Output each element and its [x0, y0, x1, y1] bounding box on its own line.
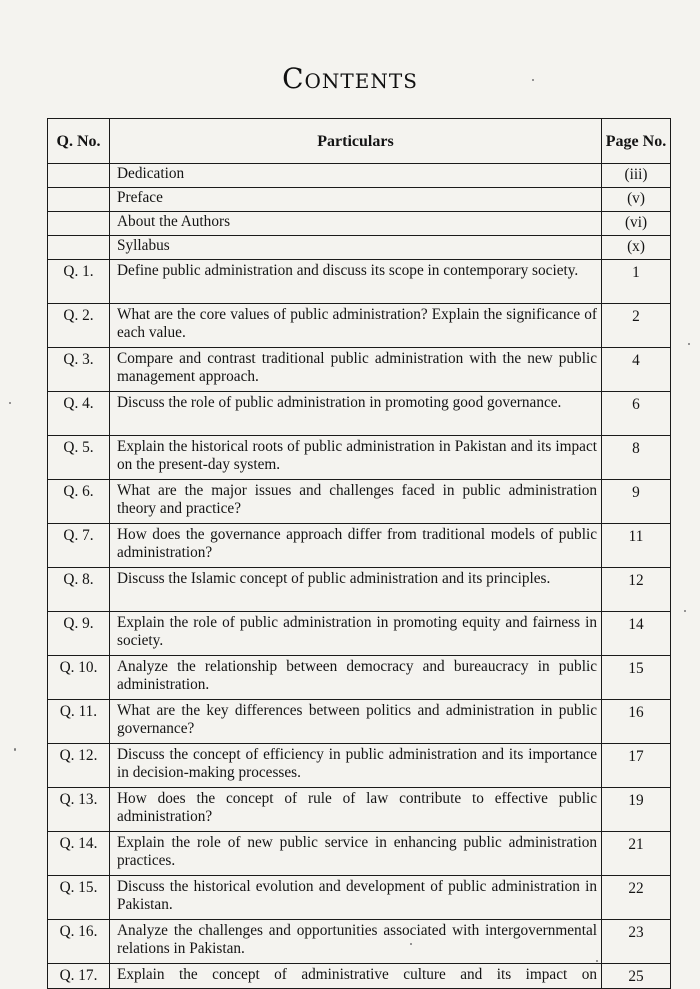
page-cell: 17: [602, 744, 671, 788]
page-cell: (v): [602, 188, 671, 212]
qno-cell: Q. 16.: [48, 920, 110, 964]
qno-cell: Q. 6.: [48, 480, 110, 524]
qno-cell: [48, 212, 110, 236]
particulars-cell: How does the concept of rule of law contribute to effective public administration?: [110, 788, 602, 832]
page-cell: 1: [602, 260, 671, 304]
particulars-cell: What are the core values of public administration? Explain the significance of each value.: [110, 304, 602, 348]
page-cell: 4: [602, 348, 671, 392]
scan-speck: [14, 748, 16, 751]
particulars-cell: Discuss the concept of efficiency in public administration and its importance in decision-making processes.: [110, 744, 602, 788]
front-matter-row: [48, 212, 671, 236]
qno-cell: [48, 188, 110, 212]
question-row: [48, 964, 671, 989]
qno-cell: Q. 1.: [48, 260, 110, 304]
question-row: [48, 832, 671, 876]
header-particulars: Particulars: [110, 119, 602, 164]
page-cell: 19: [602, 788, 671, 832]
question-row: [48, 612, 671, 656]
header-qno: Q. No.: [48, 119, 110, 164]
question-row: [48, 920, 671, 964]
page-cell: 25: [602, 964, 671, 989]
qno-cell: [48, 236, 110, 260]
page-cell: (x): [602, 236, 671, 260]
contents-table: [47, 118, 671, 989]
page-cell: 8: [602, 436, 671, 480]
scan-speck: [684, 610, 686, 612]
qno-cell: Q. 15.: [48, 876, 110, 920]
question-row: [48, 304, 671, 348]
contents-body: [48, 164, 671, 989]
qno-cell: Q. 12.: [48, 744, 110, 788]
question-row: [48, 436, 671, 480]
particulars-cell: Discuss the role of public administration in promoting good governance.: [110, 392, 602, 436]
question-row: [48, 568, 671, 612]
page-cell: 23: [602, 920, 671, 964]
qno-cell: Q. 4.: [48, 392, 110, 436]
scan-speck: [688, 343, 690, 345]
front-matter-row: [48, 236, 671, 260]
question-row: [48, 876, 671, 920]
page-cell: 16: [602, 700, 671, 744]
question-row: [48, 744, 671, 788]
qno-cell: Q. 5.: [48, 436, 110, 480]
table-header-row: [48, 119, 671, 164]
page-cell: 2: [602, 304, 671, 348]
scan-speck: [9, 402, 11, 404]
page-cell: 22: [602, 876, 671, 920]
particulars-cell: Explain the role of new public service in enhancing public administration practices.: [110, 832, 602, 876]
particulars-cell: Explain the historical roots of public administration in Pakistan and its impact on the present-day system.: [110, 436, 602, 480]
qno-cell: Q. 13.: [48, 788, 110, 832]
question-row: [48, 656, 671, 700]
question-row: [48, 260, 671, 304]
qno-cell: Q. 2.: [48, 304, 110, 348]
qno-cell: Q. 3.: [48, 348, 110, 392]
qno-cell: Q. 10.: [48, 656, 110, 700]
question-row: [48, 348, 671, 392]
front-matter-row: [48, 188, 671, 212]
page-cell: 6: [602, 392, 671, 436]
question-row: [48, 788, 671, 832]
particulars-cell: Explain the role of public administration in promoting equity and fairness in society.: [110, 612, 602, 656]
page-cell: 11: [602, 524, 671, 568]
scan-speck: [532, 79, 534, 81]
particulars-cell: Analyze the challenges and opportunities associated with intergovernmental relations in Pakistan.: [110, 920, 602, 964]
particulars-cell: Discuss the Islamic concept of public administration and its principles.: [110, 568, 602, 612]
qno-cell: Q. 9.: [48, 612, 110, 656]
page-cell: 14: [602, 612, 671, 656]
scan-speck: [410, 943, 412, 945]
header-page: Page No.: [602, 119, 671, 164]
page-cell: (vi): [602, 212, 671, 236]
scan-speck: [596, 960, 598, 962]
qno-cell: Q. 17.: [48, 964, 110, 989]
particulars-cell: Analyze the relationship between democracy and bureaucracy in public administration.: [110, 656, 602, 700]
page-cell: 9: [602, 480, 671, 524]
qno-cell: Q. 8.: [48, 568, 110, 612]
particulars-cell: What are the major issues and challenges faced in public administration theory and practice?: [110, 480, 602, 524]
qno-cell: [48, 164, 110, 188]
page-cell: 21: [602, 832, 671, 876]
page-cell: 12: [602, 568, 671, 612]
qno-cell: Q. 7.: [48, 524, 110, 568]
particulars-cell: Define public administration and discuss its scope in contemporary society.: [110, 260, 602, 304]
particulars-cell: Dedication: [110, 164, 602, 188]
question-row: [48, 700, 671, 744]
particulars-cell: How does the governance approach differ from traditional models of public administration?: [110, 524, 602, 568]
question-row: [48, 392, 671, 436]
qno-cell: Q. 11.: [48, 700, 110, 744]
front-matter-row: [48, 164, 671, 188]
particulars-cell: Discuss the historical evolution and development of public administration in Pakistan.: [110, 876, 602, 920]
particulars-cell: Explain the concept of administrative culture and its impact on: [110, 964, 602, 989]
particulars-cell: About the Authors: [110, 212, 602, 236]
particulars-cell: What are the key differences between politics and administration in public governance?: [110, 700, 602, 744]
particulars-cell: Syllabus: [110, 236, 602, 260]
question-row: [48, 480, 671, 524]
particulars-cell: Preface: [110, 188, 602, 212]
particulars-cell: Compare and contrast traditional public administration with the new public management approach.: [110, 348, 602, 392]
page-title: Contents: [282, 62, 418, 95]
qno-cell: Q. 14.: [48, 832, 110, 876]
page-cell: (iii): [602, 164, 671, 188]
question-row: [48, 524, 671, 568]
page-cell: 15: [602, 656, 671, 700]
